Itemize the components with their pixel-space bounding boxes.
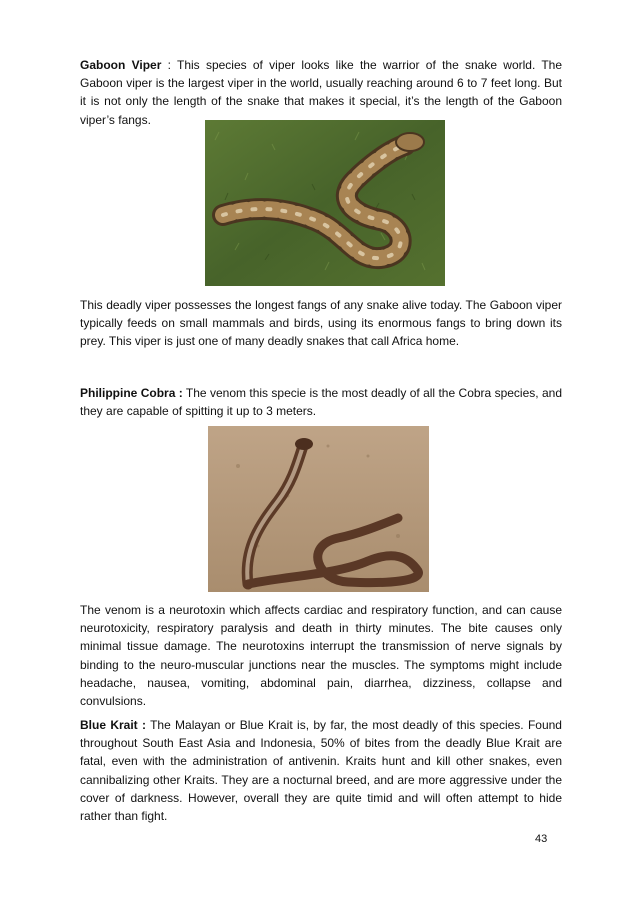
gaboon-viper-heading: Gaboon Viper: [80, 58, 162, 72]
philippine-cobra-intro: [80, 384, 562, 420]
page-number: 43: [535, 833, 548, 845]
blue-krait-intro: [80, 716, 562, 825]
blue-krait-intro-text: The Malayan or Blue Krait is, by far, the most deadly of this species. Found throughout South East Asia and Indonesia, 50% of bites from the deadly Blue Krait are fatal, even with the administration of antivenin. Kraits hunt and kill other snakes, even cannibalizing other Kraits. They are a nocturnal breed, and are more aggressive under the cover of darkness. However, overall they are quite timid and will often attempt to hide rather than fight.: [80, 718, 562, 824]
gaboon-viper-intro: [80, 56, 562, 129]
gaboon-viper-photo: [205, 120, 445, 286]
philippine-cobra-photo: [208, 426, 429, 592]
philippine-cobra-followup: The venom is a neurotoxin which affects cardiac and respiratory function, and can cause neurotoxicity, respiratory paralysis and death in thirty minutes. The bite causes only minimal tissue damage. The neurotoxins interrupt the transmission of nerve signals by binding to the neuro-muscular junctions near the muscles. The symptoms might include headache, nausea, vomiting, abdominal pain, diarrhea, dizziness, collapse and convulsions.: [80, 603, 562, 709]
gaboon-viper-followup: This deadly viper possesses the longest fangs of any snake alive today. The Gaboon viper typically feeds on small mammals and birds, using its enormous fangs to bring down its prey. This viper is just one of many deadly snakes that call Africa home.: [80, 298, 562, 349]
gaboon-viper-intro-text: : This species of viper looks like the warrior of the snake world. The Gaboon viper is the largest viper in the world, usually reaching around 6 to 7 feet long. But it is not only the length of the snake that makes it special, it’s the length of the Gaboon viper’s fangs.: [80, 58, 563, 127]
philippine-cobra-intro-text: The venom this specie is the most deadly of all the Cobra species, and they are capable of spitting it up to 3 meters.: [80, 386, 563, 419]
blue-krait-heading: Blue Krait :: [80, 718, 146, 732]
philippine-cobra-heading: Philippine Cobra :: [80, 386, 183, 400]
